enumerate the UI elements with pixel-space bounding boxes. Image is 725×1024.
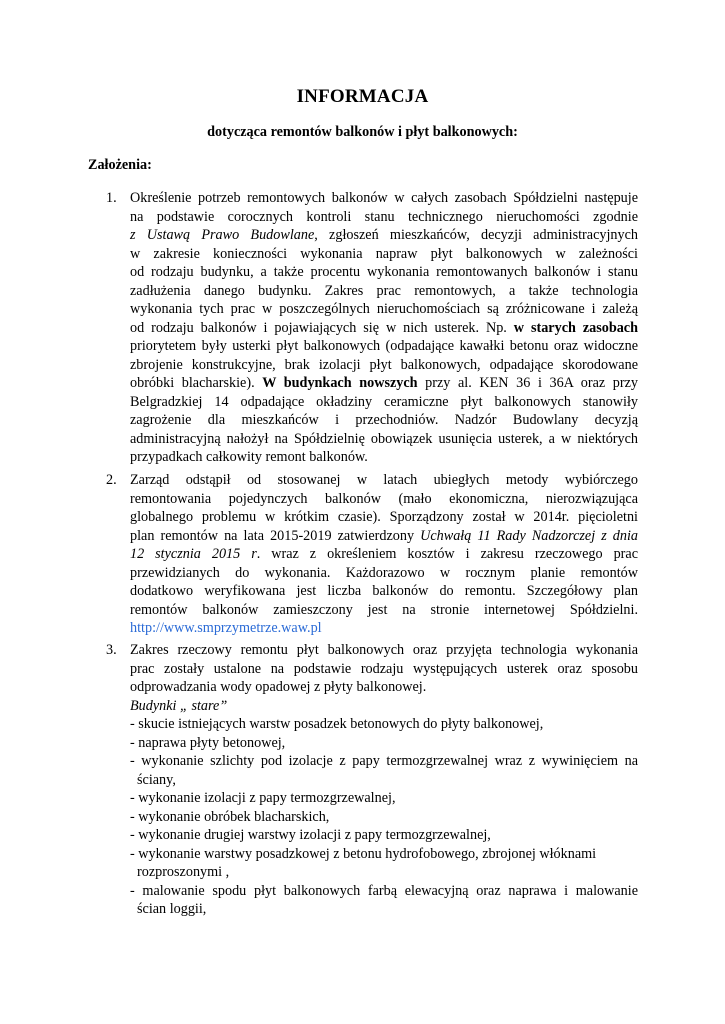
document-subtitle: dotycząca remontów balkonów i płyt balkonowych: [207,124,518,140]
list-number: 2. [106,472,117,488]
text-line: prac zostały ustalone na podstawie rodzaju występujących usterek oraz sposobu [130,660,638,677]
text-line: priorytetem były usterki płyt balkonowych (odpadające kawałki betonu oraz widoczne [130,338,638,354]
subheading [130,697,638,716]
bullet-line: - naprawa płyty betonowej, [130,734,286,751]
list-number: 1. [106,190,117,206]
text-line: administracyjną nałożył na Spółdzielnię obowiązek usunięcia usterek, a w niektórych [130,430,638,447]
bullet-line: - wykonanie obróbek blacharskich, [130,808,330,825]
text-line: remontowania pojedynczych balkonów (mało ekonomiczna, nierozwiązująca [130,490,638,507]
bold-phrase: w starych zasobach [513,319,638,336]
text-line [130,545,638,564]
text-line [130,619,638,638]
bullet-continuation: ścian loggii, [137,901,207,917]
text-line: zbrojenie konstrukcyjne, brak izolacji płyt balkonowych, odpadające skorodowane [130,356,638,373]
bullet-line: - malowanie spodu płyt balkonowych farbą elewacyjną oraz naprawa i malowanie [130,882,638,899]
list-number: 3. [106,642,117,658]
text-line: przypadkach całkowity remont balkonów. [130,449,368,465]
subheading-text: Budynki „ stare” [130,697,228,714]
law-reference: z Ustawą Prawo Budowlane [130,227,315,243]
bullet-line: - wykonanie izolacji z papy termozgrzewalnej, [130,790,396,806]
text-line: dodatkowo weryfikowana jest liczba balkonów do remontu. Szczegółowy plan [130,583,638,599]
text-line: wykonania tych prac w poszczególnych nieruchomościach są zróżnicowane i zależą [130,301,638,317]
list-item-text [130,641,638,919]
text-line: przewidzianych do wykonania. Każdorazowo w rocznym planie remontów [130,564,638,581]
bullet-continuation: rozproszonymi , [137,864,230,880]
bullet-line: - wykonanie szlichty pod izolacje z papy termozgrzewalnej wraz z wywinięciem na [130,753,638,769]
text-line [130,374,638,393]
text-line: od rodzaju budynku, a także procentu wykonania remontowanych balkonów i stanu [130,264,638,280]
text-line: w zakresie konieczności wykonania napraw płyt balkonowych w zależności [130,245,638,262]
text-line: zagrożenie dla mieszkańców i przechodniów. Nadzór Budowlany decyzją [130,412,638,428]
text-line [130,527,638,546]
text-line: na podstawie corocznych kontroli stanu technicznego nieruchomości zgodnie [130,208,638,225]
text-line: odprowadzania wody opadowej z płyty balkonowej. [130,679,427,695]
list-item-text [130,471,638,638]
text-span: plan remontów na lata 2015-2019 zatwierdzony [130,527,421,544]
bullet-continuation: ściany, [137,771,176,788]
text-line: globalnego problemu w krótkim czasie). Sporządzony został w 2014r. pięcioletni [130,509,638,525]
bold-phrase: W budynkach nowszych [262,375,418,391]
text-span: . wraz z określeniem kosztów i zakresu rzeczowego prac [256,546,639,562]
section-heading: Założenia: [88,157,152,173]
text-span: obróbki blacharskie). [130,375,263,391]
text-line: Zarząd odstąpił od stosowanej w latach ubiegłych metody wybiórczego [130,472,638,488]
text-span: od rodzaju balkonów i pojawiających się w nich usterek. Np. [130,319,514,336]
text-line: zadłużenia danego budynku. Zakres prac remontowych, a także technologia [130,282,638,299]
resolution-date: 12 stycznia 2015 r [130,546,257,562]
text-line: Określenie potrzeb remontowych balkonów w całych zasobach Spółdzielni następuje [130,190,638,206]
text-line [130,226,638,245]
text-line: Belgradzkiej 14 odpadające okładziny ceramiczne płyt balkonowych stanowiły [130,393,638,410]
bullet-line: - wykonanie drugiej warstwy izolacji z papy termozgrzewalnej, [130,827,491,843]
website-link[interactable]: http://www.smprzymetrze.waw.pl [130,620,322,636]
text-line: remontów balkonów zamieszczony jest na stronie internetowej Spółdzielni. [130,601,638,618]
resolution-reference: Uchwałą 11 Rady Nadzorczej z dnia [420,527,639,544]
bullet-line: - wykonanie warstwy posadzkowej z betonu hydrofobowego, zbrojonej włóknami [130,845,597,862]
text-line [130,319,638,338]
text-line: Zakres rzeczowy remontu płyt balkonowych oraz przyjęta technologia wykonania [130,642,638,658]
text-span: , zgłoszeń mieszkańców, decyzji administracyjnych [314,227,638,243]
list-item-text [130,189,638,467]
bullet-line: - skucie istniejących warstw posadzek betonowych do płyty balkonowej, [130,716,544,732]
text-span: przy al. KEN 36 i 36A oraz przy [417,375,638,391]
document-title: INFORMACJA [296,86,429,107]
